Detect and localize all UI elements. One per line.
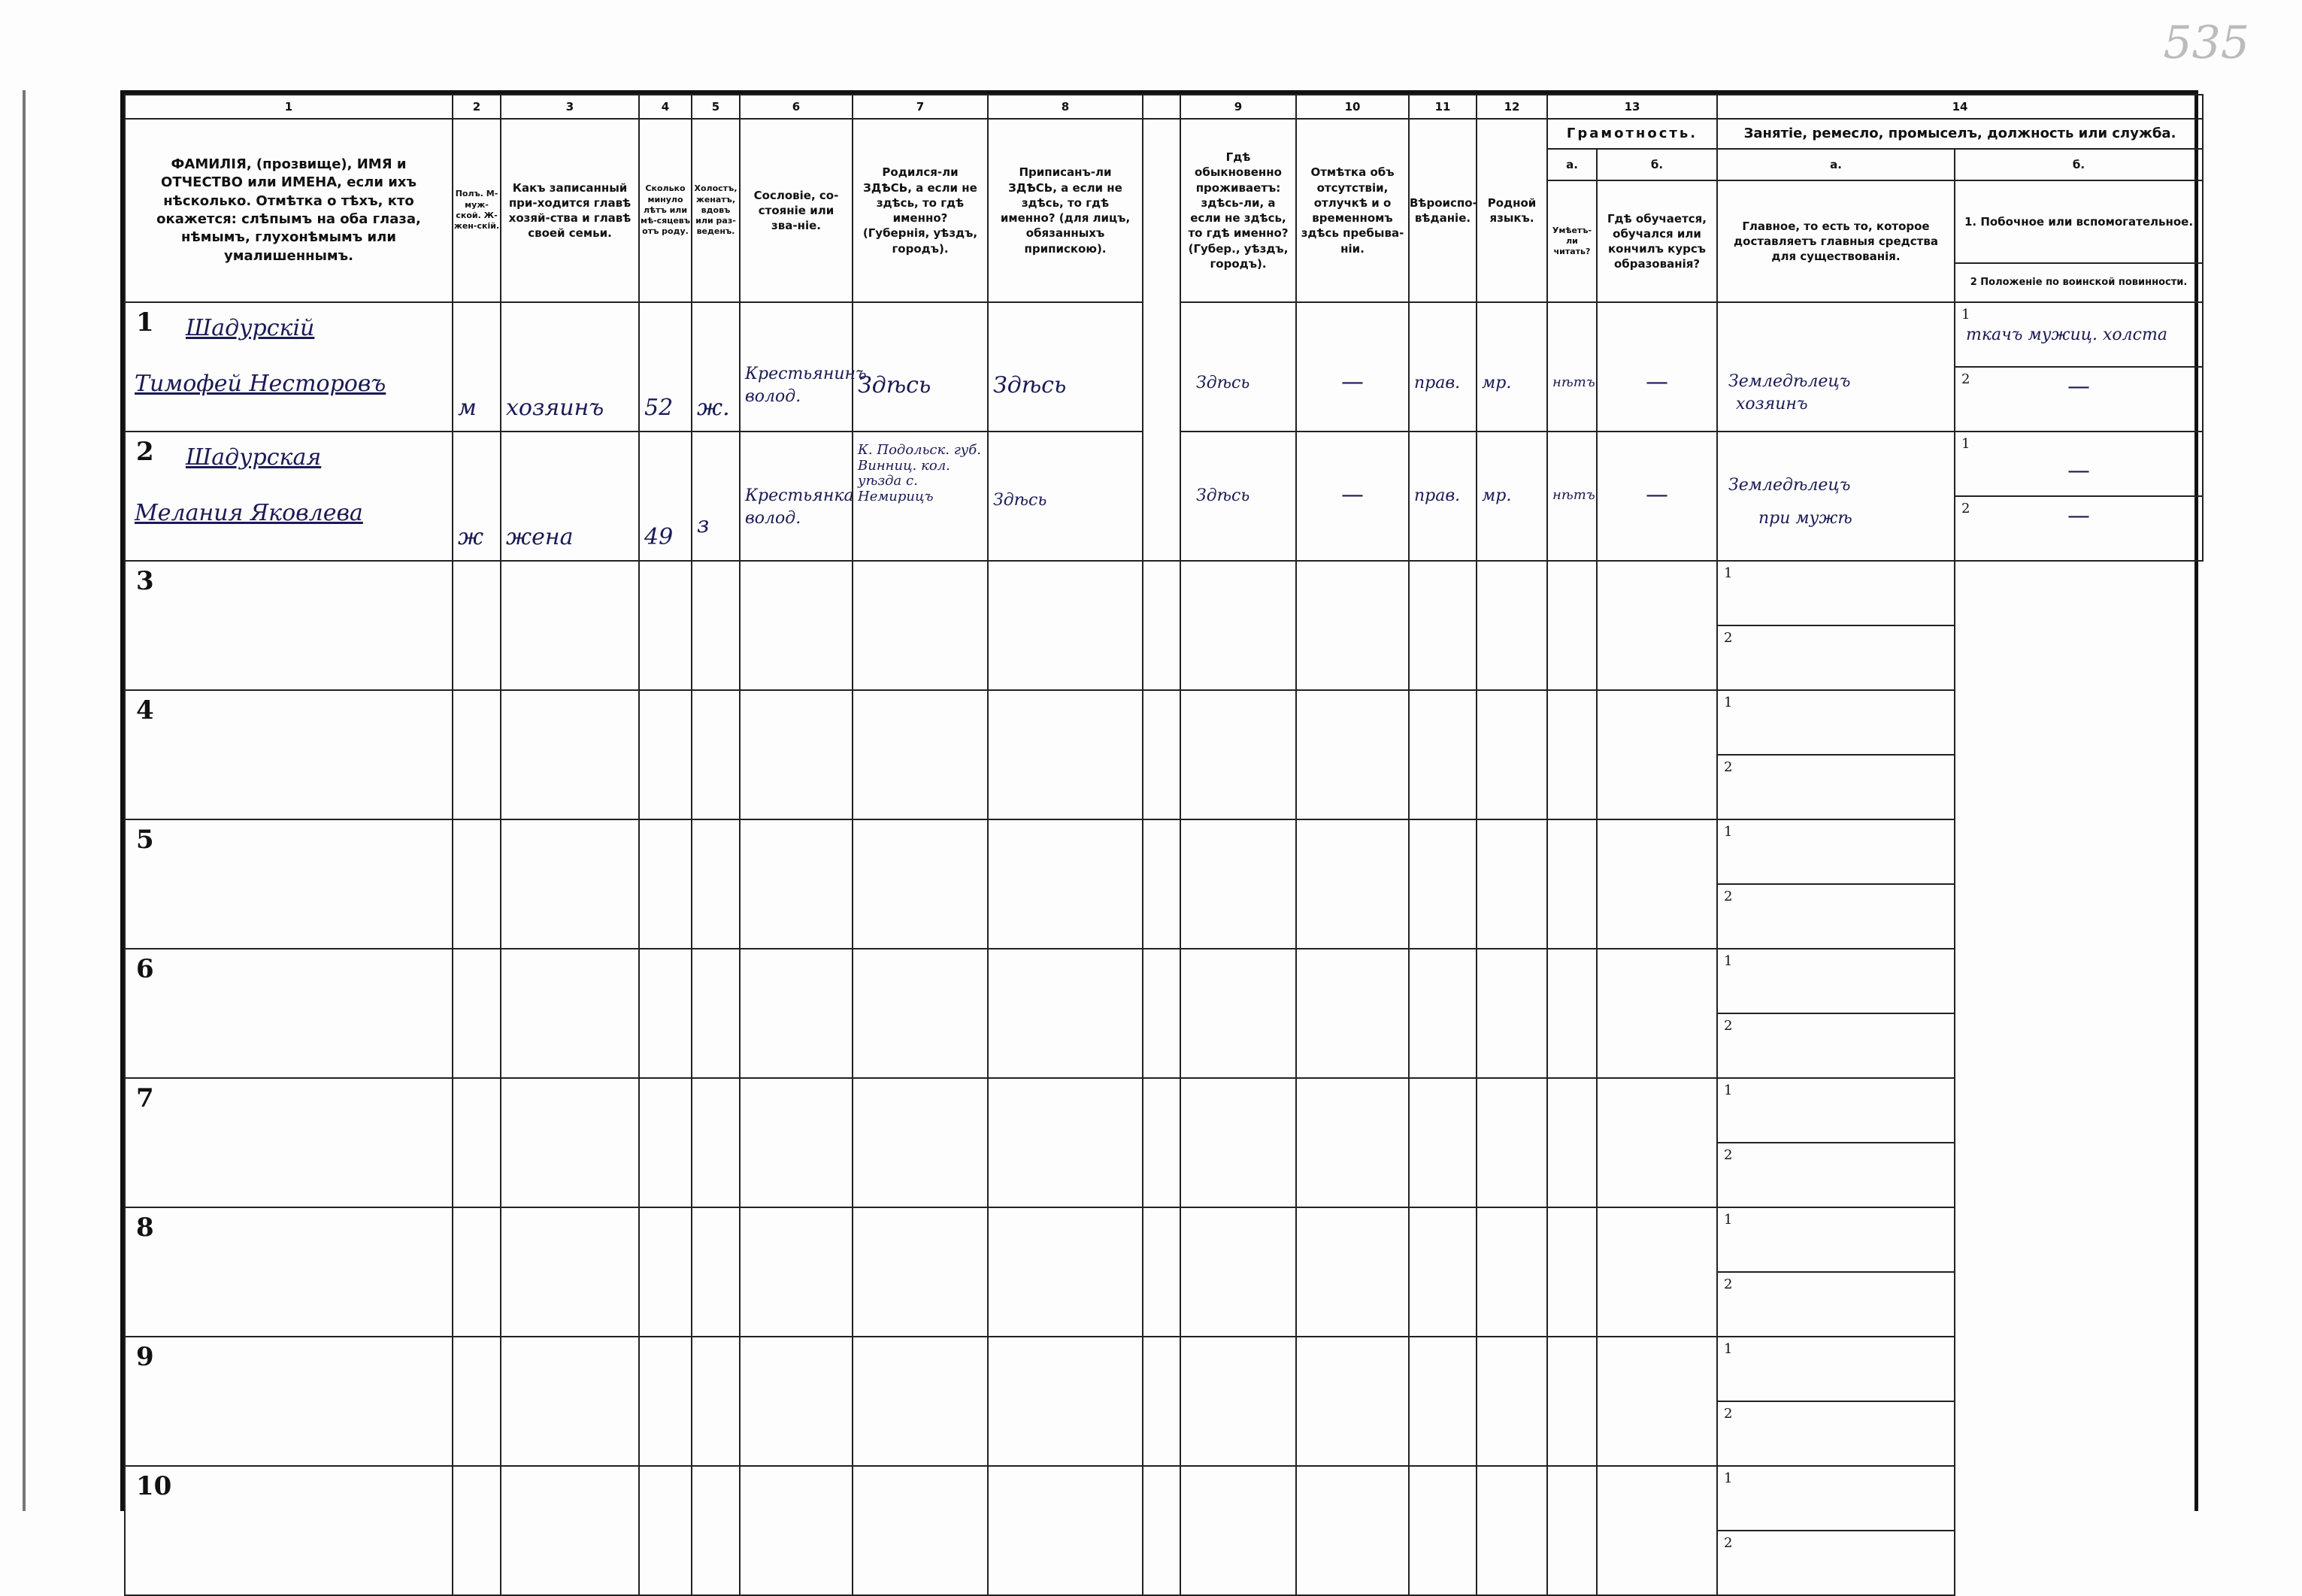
education-cell[interactable] bbox=[1597, 302, 1717, 432]
marital-cell[interactable] bbox=[692, 1078, 740, 1207]
language-cell[interactable] bbox=[1409, 690, 1477, 819]
colnum: 7 bbox=[853, 95, 988, 119]
literate-cell[interactable] bbox=[1477, 1466, 1547, 1595]
header-literacy: Грамотность. bbox=[1547, 119, 1717, 149]
header-age: Сколько минуло лѣтъ или мѣ-сяцевъ отъ роду. bbox=[639, 119, 692, 302]
sub-label: 2 bbox=[1724, 1406, 1733, 1422]
resides-cell[interactable] bbox=[1143, 690, 1180, 819]
header-language: Родной языкъ. bbox=[1477, 119, 1547, 302]
marital: з bbox=[697, 511, 710, 538]
side-occupation-cell[interactable] bbox=[1717, 561, 1955, 625]
language: мр. bbox=[1482, 374, 1512, 392]
age-cell[interactable] bbox=[639, 1466, 692, 1595]
row-number: 5 bbox=[136, 825, 154, 855]
language-cell[interactable] bbox=[1409, 1207, 1477, 1337]
table-row bbox=[125, 819, 2203, 884]
absence: — bbox=[1341, 482, 1364, 508]
education: — bbox=[1646, 482, 1668, 508]
marital-cell[interactable] bbox=[692, 819, 740, 949]
registered-cell[interactable] bbox=[988, 690, 1143, 819]
language-cell[interactable] bbox=[1409, 1078, 1477, 1207]
colnum: 6 bbox=[740, 95, 853, 119]
education-cell[interactable] bbox=[1547, 949, 1597, 1078]
education-cell[interactable] bbox=[1547, 1466, 1597, 1595]
sub-label: 1 bbox=[1961, 436, 1970, 452]
gap-column bbox=[1143, 119, 1180, 561]
sub-label: 2 bbox=[1724, 1535, 1733, 1551]
colnum: 12 bbox=[1477, 95, 1547, 119]
born-cell[interactable] bbox=[853, 819, 988, 949]
age-cell[interactable] bbox=[639, 949, 692, 1078]
row-number: 7 bbox=[136, 1083, 154, 1113]
colnum: 9 bbox=[1180, 95, 1296, 119]
table-row bbox=[125, 949, 2203, 1013]
header-literacy-a-label: а. bbox=[1547, 149, 1597, 180]
estate-cell[interactable] bbox=[740, 1207, 853, 1337]
estate-cell[interactable] bbox=[740, 561, 853, 690]
language-cell[interactable] bbox=[1409, 1337, 1477, 1466]
marital-cell[interactable] bbox=[692, 1207, 740, 1337]
header-registered: Приписанъ-ли ЗДѢСЬ, а если не здѣсь, то гдѣ именно? (для лицъ, обязанныхъ припискою). bbox=[988, 119, 1143, 302]
header-religion: Вѣроиспо-вѣданіе. bbox=[1409, 119, 1477, 302]
relation-cell[interactable] bbox=[501, 819, 639, 949]
age-cell[interactable] bbox=[639, 690, 692, 819]
header-estate: Сословіе, со-стояніе или зва-ніе. bbox=[740, 119, 853, 302]
occupation-cell[interactable] bbox=[1717, 432, 1955, 561]
estate-cell[interactable] bbox=[740, 1466, 853, 1595]
side-occupation-cell[interactable] bbox=[1717, 690, 1955, 755]
estate-cell[interactable] bbox=[740, 302, 867, 432]
row-number: 3 bbox=[136, 566, 154, 596]
estate: Крестьянка bbox=[745, 486, 854, 505]
registered-cell[interactable] bbox=[988, 1466, 1143, 1595]
registered-cell[interactable] bbox=[988, 1337, 1143, 1466]
occupation-line2: хозяинъ bbox=[1736, 394, 1808, 413]
sub-label: 2 bbox=[1724, 1018, 1733, 1034]
column-number-row bbox=[125, 95, 2203, 119]
sub-label: 2 bbox=[1724, 1276, 1733, 1292]
sex: ж bbox=[458, 523, 484, 550]
age-cell[interactable] bbox=[639, 1078, 692, 1207]
born-cell[interactable] bbox=[853, 1207, 988, 1337]
born-cell[interactable] bbox=[853, 1337, 988, 1466]
occupation-cell[interactable] bbox=[1597, 1207, 1717, 1337]
military-cell[interactable] bbox=[1717, 1143, 1955, 1207]
header-occupation-a-label: а. bbox=[1717, 149, 1955, 180]
born-cell[interactable] bbox=[853, 302, 988, 432]
occupation-cell[interactable] bbox=[1597, 690, 1717, 819]
name-cell[interactable] bbox=[125, 690, 453, 819]
registered: Здѣсь bbox=[993, 372, 1067, 398]
resides-cell[interactable] bbox=[1143, 1466, 1180, 1595]
side-occupation-cell[interactable] bbox=[1955, 432, 2203, 496]
age-cell[interactable] bbox=[639, 561, 692, 690]
education-cell[interactable] bbox=[1547, 690, 1597, 819]
resides-cell[interactable] bbox=[1143, 819, 1180, 949]
sex-cell[interactable] bbox=[453, 561, 501, 690]
occupation-cell[interactable] bbox=[1597, 1466, 1717, 1595]
sub-label: 2 bbox=[1724, 1147, 1733, 1163]
born-cell[interactable] bbox=[853, 1078, 988, 1207]
literate-cell[interactable] bbox=[1477, 1337, 1547, 1466]
education-cell[interactable] bbox=[1547, 1078, 1597, 1207]
census-sheet bbox=[120, 90, 2198, 1551]
relation-cell[interactable] bbox=[501, 1337, 639, 1466]
name-cell[interactable] bbox=[125, 949, 453, 1078]
header-literacy-b-label: б. bbox=[1597, 149, 1717, 180]
religion-cell[interactable] bbox=[1296, 949, 1409, 1078]
registered-cell[interactable] bbox=[988, 1078, 1143, 1207]
header-education: Гдѣ обучается, обучался или кончилъ курсъ образованія? bbox=[1597, 180, 1717, 302]
religion: прав. bbox=[1414, 486, 1461, 505]
resides-cell[interactable] bbox=[1143, 949, 1180, 1078]
sub-label: 2 bbox=[1961, 501, 1970, 516]
sub-label: 2 bbox=[1724, 630, 1733, 646]
registered-cell[interactable] bbox=[988, 949, 1143, 1078]
side-occupation-cell[interactable] bbox=[1717, 1078, 1955, 1143]
header-marital: Холостъ, женатъ, вдовъ или раз-веденъ. bbox=[692, 119, 740, 302]
surname: Шадурскій bbox=[186, 314, 315, 341]
table-row bbox=[125, 1207, 2203, 1272]
header-absence: Отмѣтка объ отсутствіи, отлучкѣ и о временномъ здѣсь пребыва-ніи. bbox=[1296, 119, 1409, 302]
military-cell[interactable] bbox=[1717, 755, 1955, 819]
military-cell[interactable] bbox=[1955, 367, 2203, 432]
page-number-mark: 535 bbox=[2163, 17, 2249, 69]
literate-cell[interactable] bbox=[1477, 690, 1547, 819]
row-number: 10 bbox=[136, 1471, 172, 1501]
military-cell[interactable] bbox=[1955, 496, 2203, 561]
sex-cell[interactable] bbox=[453, 302, 501, 432]
relation-cell[interactable] bbox=[501, 302, 639, 432]
sex-cell[interactable] bbox=[453, 690, 501, 819]
literate-cell[interactable] bbox=[1477, 1078, 1547, 1207]
colnum: 3 bbox=[501, 95, 639, 119]
marital-cell[interactable] bbox=[692, 949, 740, 1078]
estate-cell[interactable] bbox=[740, 1337, 853, 1466]
estate-line2: волод. bbox=[745, 386, 801, 406]
row-number: 8 bbox=[136, 1213, 154, 1243]
religion-cell[interactable] bbox=[1296, 1078, 1409, 1207]
colnum: 5 bbox=[692, 95, 740, 119]
table-row bbox=[125, 1466, 2203, 1531]
language-cell[interactable] bbox=[1409, 819, 1477, 949]
religion-cell[interactable] bbox=[1296, 1466, 1409, 1595]
header-name: ФАМИЛІЯ, (прозвище), ИМЯ и ОТЧЕСТВО или ИМЕНА, если ихъ нѣсколько. Отмѣтка о тѣхъ, кто окажется: слѣпымъ на оба глаза, нѣмымъ, глухонѣмымъ или умалишеннымъ. bbox=[125, 119, 453, 302]
age: 52 bbox=[644, 394, 674, 421]
age-cell[interactable] bbox=[639, 819, 692, 949]
military-cell[interactable] bbox=[1717, 1272, 1955, 1337]
education: — bbox=[1646, 369, 1668, 395]
resides-cell[interactable] bbox=[1180, 302, 1296, 432]
religion-cell[interactable] bbox=[1296, 1337, 1409, 1466]
age: 49 bbox=[644, 523, 674, 550]
name-cell[interactable] bbox=[125, 819, 453, 949]
education-cell[interactable] bbox=[1547, 819, 1597, 949]
absence-cell[interactable] bbox=[1180, 949, 1296, 1078]
header-can-read: Умѣетъ-ли читать? bbox=[1547, 180, 1597, 302]
military-cell[interactable] bbox=[1717, 1401, 1955, 1466]
registered-cell[interactable] bbox=[988, 561, 1143, 690]
religion-cell[interactable] bbox=[1296, 1207, 1409, 1337]
header-relation: Какъ записанный при-ходится главѣ хозяй-ства и главѣ своей семьи. bbox=[501, 119, 639, 302]
resides-cell[interactable] bbox=[1143, 1207, 1180, 1337]
header-side-occupation bbox=[1955, 180, 2203, 302]
born-cell[interactable] bbox=[853, 561, 988, 690]
relation-cell[interactable] bbox=[501, 1207, 639, 1337]
military-cell[interactable] bbox=[1717, 1531, 1955, 1595]
education-cell[interactable] bbox=[1547, 561, 1597, 690]
name-cell[interactable] bbox=[125, 432, 453, 561]
header-military: 2 Положеніе по воинской повинности. bbox=[1970, 277, 2188, 289]
header-side-occupation-1: 1. Побочное или вспомогательное. bbox=[1955, 181, 2202, 264]
sub-label: 1 bbox=[1724, 1212, 1733, 1228]
colnum: 10 bbox=[1296, 95, 1409, 119]
military-cell[interactable] bbox=[1717, 884, 1955, 949]
age-cell[interactable] bbox=[639, 1337, 692, 1466]
military: — bbox=[2067, 503, 2090, 530]
marital-cell[interactable] bbox=[692, 302, 740, 432]
page-edge bbox=[23, 90, 26, 1511]
sub-label: 1 bbox=[1724, 1083, 1733, 1098]
sex: м bbox=[458, 394, 477, 421]
literate: нѣтъ bbox=[1552, 374, 1595, 390]
sub-label: 2 bbox=[1961, 371, 1970, 387]
row-number: 9 bbox=[136, 1342, 154, 1372]
header-occupation-b-label: б. bbox=[1955, 149, 2203, 180]
row-number: 1 bbox=[136, 307, 154, 338]
marital-cell[interactable] bbox=[692, 1337, 740, 1466]
table-row bbox=[125, 561, 2203, 625]
literate: нѣтъ bbox=[1552, 487, 1595, 503]
colnum: 2 bbox=[453, 95, 501, 119]
marital-cell[interactable] bbox=[692, 561, 740, 690]
estate-cell[interactable] bbox=[740, 432, 853, 561]
education-cell[interactable] bbox=[1547, 1337, 1597, 1466]
language: мр. bbox=[1482, 486, 1512, 505]
sex-cell[interactable] bbox=[453, 1207, 501, 1337]
language-cell[interactable] bbox=[1409, 561, 1477, 690]
table-row bbox=[125, 690, 2203, 755]
given-name: Мелания Яковлева bbox=[135, 500, 363, 527]
occupation-cell[interactable] bbox=[1597, 819, 1717, 949]
literate-cell[interactable] bbox=[1477, 561, 1547, 690]
row-number: 2 bbox=[136, 437, 154, 467]
military-cell[interactable] bbox=[1717, 625, 1955, 690]
relation-cell[interactable] bbox=[501, 1466, 639, 1595]
language-cell[interactable] bbox=[1409, 1466, 1477, 1595]
relation-cell[interactable] bbox=[501, 1078, 639, 1207]
literate-cell[interactable] bbox=[1477, 949, 1547, 1078]
born-cell[interactable] bbox=[853, 432, 988, 561]
absence-cell[interactable] bbox=[1180, 819, 1296, 949]
header-main-occupation: Главное, то есть то, которое доставляетъ главныя средства для существованія. bbox=[1717, 180, 1955, 302]
colnum: 8 bbox=[988, 95, 1143, 119]
side-occupation-cell[interactable] bbox=[1717, 1466, 1955, 1531]
born-cell[interactable] bbox=[853, 690, 988, 819]
side-occupation-cell[interactable] bbox=[1955, 302, 2203, 367]
occupation-cell[interactable] bbox=[1597, 1078, 1717, 1207]
resides: Здѣсь bbox=[1196, 486, 1250, 505]
sub-label: 1 bbox=[1961, 307, 1970, 323]
sex-cell[interactable] bbox=[453, 819, 501, 949]
estate-cell[interactable] bbox=[740, 690, 853, 819]
side-occupation: — bbox=[2067, 458, 2090, 485]
estate-cell[interactable] bbox=[740, 949, 853, 1078]
marital-cell[interactable] bbox=[692, 432, 740, 561]
name-cell[interactable] bbox=[125, 1466, 453, 1595]
relation-cell[interactable] bbox=[501, 432, 639, 561]
name-cell[interactable] bbox=[125, 1207, 453, 1337]
education-cell[interactable] bbox=[1547, 1207, 1597, 1337]
census-table bbox=[124, 94, 2204, 1596]
sub-label: 1 bbox=[1724, 695, 1733, 710]
religion-cell[interactable] bbox=[1409, 302, 1477, 432]
age-cell[interactable] bbox=[639, 1207, 692, 1337]
religion-cell[interactable] bbox=[1409, 432, 1477, 561]
resides-cell[interactable] bbox=[1143, 1078, 1180, 1207]
registered-cell[interactable] bbox=[988, 302, 1143, 432]
literate-cell[interactable] bbox=[1547, 302, 1597, 432]
absence-cell[interactable] bbox=[1180, 1207, 1296, 1337]
occupation: Земледѣлецъ bbox=[1728, 476, 1851, 495]
row-number: 6 bbox=[136, 954, 154, 984]
occupation-cell[interactable] bbox=[1597, 561, 1717, 690]
sex-cell[interactable] bbox=[453, 1466, 501, 1595]
absence-cell[interactable] bbox=[1180, 690, 1296, 819]
resides: Здѣсь bbox=[1196, 374, 1250, 392]
occupation-cell[interactable] bbox=[1597, 949, 1717, 1078]
absence: — bbox=[1341, 369, 1364, 395]
colnum: 13 bbox=[1547, 95, 1717, 119]
literate-cell[interactable] bbox=[1477, 819, 1547, 949]
header-sex: Полъ. М-муж-ской. Ж-жен-скій. bbox=[453, 119, 501, 302]
marital-cell[interactable] bbox=[692, 690, 740, 819]
born: К. Подольск. губ. Винниц. кол. уѣзда с. Немирицъ bbox=[858, 442, 981, 505]
estate-cell[interactable] bbox=[740, 1078, 853, 1207]
side-occupation: ткачъ мужиц. холста bbox=[1966, 326, 2167, 345]
name-cell[interactable] bbox=[125, 1078, 453, 1207]
language-cell[interactable] bbox=[1477, 432, 1547, 561]
registered-cell[interactable] bbox=[988, 819, 1143, 949]
age-cell[interactable] bbox=[639, 432, 692, 561]
registered-cell[interactable] bbox=[988, 432, 1143, 561]
name-cell[interactable] bbox=[125, 302, 453, 432]
estate: Крестьянинъ bbox=[745, 365, 867, 383]
religion-cell[interactable] bbox=[1296, 819, 1409, 949]
registered-cell[interactable] bbox=[988, 1207, 1143, 1337]
resides-cell[interactable] bbox=[1180, 432, 1296, 561]
sub-label: 1 bbox=[1724, 565, 1733, 581]
absence-cell[interactable] bbox=[1296, 432, 1409, 561]
absence-cell[interactable] bbox=[1180, 1466, 1296, 1595]
colnum: 11 bbox=[1409, 95, 1477, 119]
sub-label: 1 bbox=[1724, 953, 1733, 969]
relation: хозяинъ bbox=[506, 394, 604, 421]
language-cell[interactable] bbox=[1477, 302, 1547, 432]
colnum: 4 bbox=[639, 95, 692, 119]
table-row bbox=[125, 1078, 2203, 1143]
religion-cell[interactable] bbox=[1296, 561, 1409, 690]
estate-line2: волод. bbox=[745, 508, 801, 528]
born: Здѣсь bbox=[858, 372, 931, 398]
colnum: 14 bbox=[1717, 95, 2203, 119]
registered: Здѣсь bbox=[993, 491, 1047, 510]
side-occupation-cell[interactable] bbox=[1717, 1207, 1955, 1272]
resides-cell[interactable] bbox=[1143, 561, 1180, 690]
sub-label: 1 bbox=[1724, 1470, 1733, 1486]
relation-cell[interactable] bbox=[501, 561, 639, 690]
side-occupation-cell[interactable] bbox=[1717, 1337, 1955, 1401]
sex-cell[interactable] bbox=[453, 432, 501, 561]
sex-cell[interactable] bbox=[453, 949, 501, 1078]
marital: ж. bbox=[697, 394, 730, 421]
occupation: Земледѣлецъ bbox=[1728, 372, 1851, 391]
sex-cell[interactable] bbox=[453, 1078, 501, 1207]
header-resides: Гдѣ обыкновенно проживаетъ: здѣсь-ли, а если не здѣсь, то гдѣ именно? (Губер., уѣздъ, городъ). bbox=[1180, 119, 1296, 302]
relation-cell[interactable] bbox=[501, 690, 639, 819]
gap-cell bbox=[1143, 95, 1180, 119]
name-cell[interactable] bbox=[125, 561, 453, 690]
education-cell[interactable] bbox=[1597, 432, 1717, 561]
literate-cell[interactable] bbox=[1547, 432, 1597, 561]
relation: жена bbox=[506, 523, 574, 550]
born-cell[interactable] bbox=[853, 949, 988, 1078]
header-occupation: Занятіе, ремесло, промыселъ, должность или служба. bbox=[1717, 119, 2203, 149]
religion: прав. bbox=[1414, 374, 1461, 392]
absence-cell[interactable] bbox=[1296, 302, 1409, 432]
sub-label: 1 bbox=[1724, 824, 1733, 840]
occupation-cell[interactable] bbox=[1597, 1337, 1717, 1466]
estate-cell[interactable] bbox=[740, 819, 853, 949]
language-cell[interactable] bbox=[1409, 949, 1477, 1078]
header-born: Родился-ли ЗДѢСЬ, а если не здѣсь, то гдѣ именно? (Губернія, уѣздъ, городъ). bbox=[853, 119, 988, 302]
given-name: Тимофей Несторовъ bbox=[135, 371, 386, 398]
side-occupation-cell[interactable] bbox=[1717, 819, 1955, 884]
religion-cell[interactable] bbox=[1296, 690, 1409, 819]
occupation-cell[interactable] bbox=[1717, 302, 1955, 432]
sub-label: 2 bbox=[1724, 889, 1733, 904]
resides-cell[interactable] bbox=[1143, 1337, 1180, 1466]
table-row bbox=[125, 1337, 2203, 1401]
colnum: 1 bbox=[125, 95, 453, 119]
marital-cell[interactable] bbox=[692, 1466, 740, 1595]
absence-cell[interactable] bbox=[1180, 1337, 1296, 1466]
side-occupation-cell[interactable] bbox=[1717, 949, 1955, 1013]
born-cell[interactable] bbox=[853, 1466, 988, 1595]
row-number: 4 bbox=[136, 695, 154, 725]
military: — bbox=[2067, 374, 2090, 401]
occupation-line2: при мужѣ bbox=[1758, 508, 1852, 528]
literate-cell[interactable] bbox=[1477, 1207, 1547, 1337]
military-cell[interactable] bbox=[1717, 1013, 1955, 1078]
surname: Шадурская bbox=[186, 444, 322, 471]
absence-cell[interactable] bbox=[1180, 1078, 1296, 1207]
age-cell[interactable] bbox=[639, 302, 692, 432]
name-cell[interactable] bbox=[125, 1337, 453, 1466]
sub-label: 2 bbox=[1724, 759, 1733, 775]
relation-cell[interactable] bbox=[501, 949, 639, 1078]
sub-label: 1 bbox=[1724, 1341, 1733, 1357]
absence-cell[interactable] bbox=[1180, 561, 1296, 690]
sex-cell[interactable] bbox=[453, 1337, 501, 1466]
